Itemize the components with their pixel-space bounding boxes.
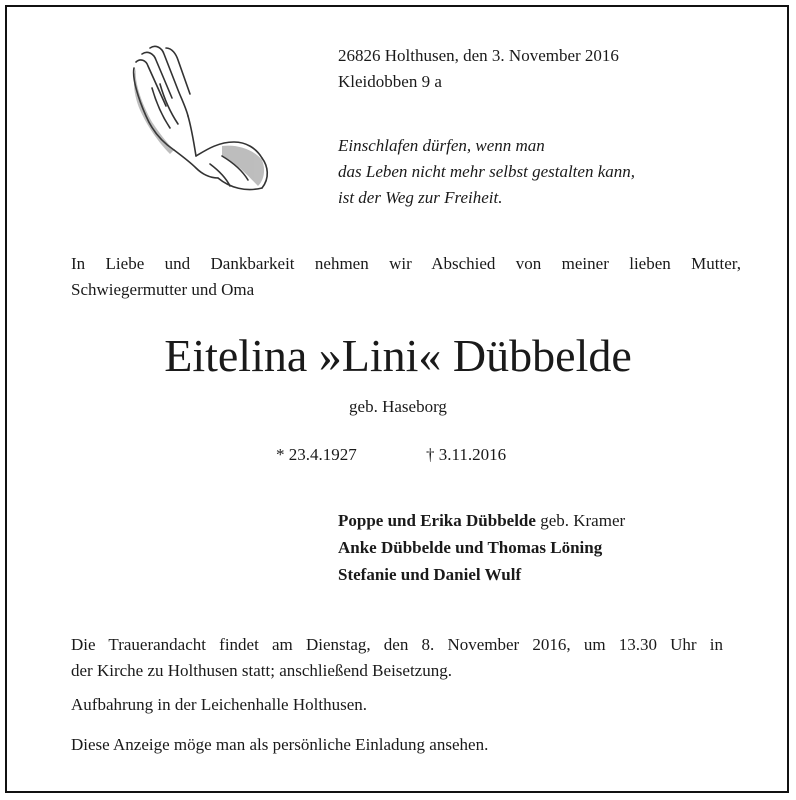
quote-line: Einschlafen dürfen, wenn man [338,136,545,155]
death-date: † 3.11.2016 [426,445,507,464]
praying-hands-icon [122,38,278,198]
invitation-note: Diese Anzeige möge man als persönliche Einladung ansehen. [71,735,489,754]
quote-line: das Leben nicht mehr selbst gestalten kann, [338,162,635,181]
maiden-name: geb. Haseborg [349,397,447,416]
mourner-line: Stefanie und Daniel Wulf [338,565,522,584]
deceased-name: Eitelina »Lini« Dübbelde [164,330,632,381]
intro-line: In Liebe und Dankbarkeit nehmen wir Abschied von meiner lieben Mutter, [71,254,741,273]
service-line: Die Trauerandacht findet am Dienstag, den 8. November 2016, um 13.30 Uhr in [71,635,723,654]
birth-date: * 23.4.1927 [276,445,357,464]
quote-line: ist der Weg zur Freiheit. [338,188,503,207]
mourner-line: Anke Dübbelde und Thomas Löning [338,538,603,557]
mourner-names: Poppe und Erika Dübbelde [338,511,536,530]
mourner-maiden: geb. Kramer [535,511,626,530]
intro-line: Schwiegermutter und Oma [71,280,255,299]
viewing-info: Aufbahrung in der Leichenhalle Holthusen. [71,695,367,714]
place-date: 26826 Holthusen, den 3. November 2016 [338,46,619,65]
mourner-line [338,508,625,533]
address: Kleidobben 9 a [338,72,442,91]
service-line: der Kirche zu Holthusen statt; anschließend Beisetzung. [71,661,452,680]
